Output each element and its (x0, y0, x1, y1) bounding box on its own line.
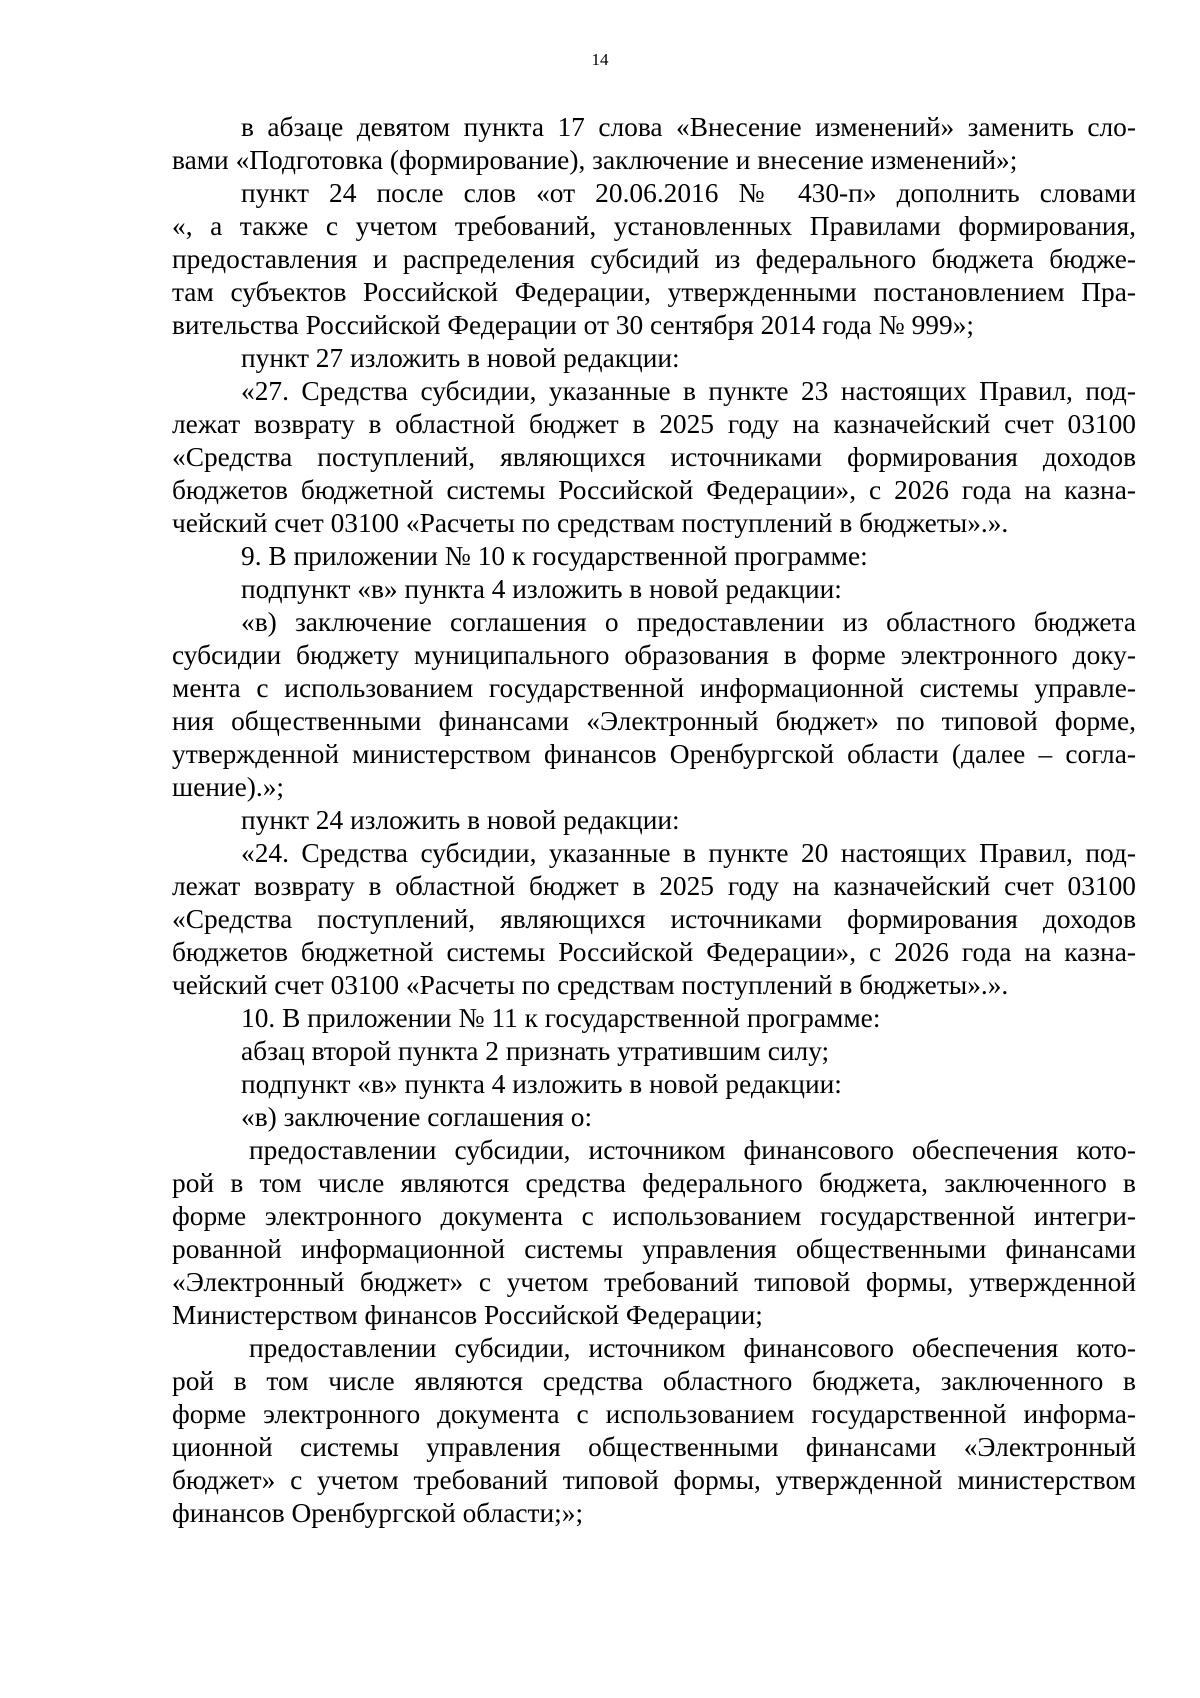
text-line: предоставлении субсидии, источником финансового обеспечения кото- (249, 1333, 1136, 1363)
text-line: «, а также с учетом требований, установленных Правилами формирования, (172, 211, 1136, 241)
text-line: «Электронный бюджет» с учетом требований типовой формы, утвержденной (172, 1267, 1136, 1297)
text-line: предоставления и распределения субсидий из федерального бюджета бюдже- (172, 244, 1136, 274)
text-line: мента с использованием государственной информационной системы управле- (172, 673, 1136, 703)
text-line: подпункт «в» пункта 4 изложить в новой редакции: (241, 574, 842, 604)
text-line: подпункт «в» пункта 4 изложить в новой редакции: (241, 1069, 842, 1099)
text-line: «24. Средства субсидии, указанные в пункте 20 настоящих Правил, под- (241, 838, 1136, 868)
text-line: чейский счет 03100 «Расчеты по средствам поступлений в бюджеты».». (172, 508, 1009, 538)
text-line: бюджет» с учетом требований типовой формы, утвержденной министерством (172, 1465, 1136, 1495)
text-line: «Средства поступлений, являющихся источниками формирования доходов (172, 442, 1136, 472)
text-line: бюджетов бюджетной системы Российской Федерации», с 2026 года на казна- (172, 937, 1136, 967)
text-line: «Средства поступлений, являющихся источниками формирования доходов (172, 904, 1136, 934)
text-line: 9. В приложении № 10 к государственной программе: (241, 541, 868, 571)
text-line: форме электронного документа с использованием государственной интегри- (172, 1201, 1136, 1231)
text-line: пункт 24 после слов «от 20.06.2016 № 430-п» дополнить словами (241, 178, 1136, 208)
text-line: в абзаце девятом пункта 17 слова «Внесение изменений» заменить сло- (241, 112, 1136, 142)
text-line: ционной системы управления общественными финансами «Электронный (172, 1432, 1136, 1462)
text-line: рованной информационной системы управления общественными финансами (172, 1234, 1136, 1264)
text-line: шение).»; (172, 772, 284, 802)
text-line: финансов Оренбургской области;»; (172, 1498, 584, 1528)
text-line: предоставлении субсидии, источником финансового обеспечения кото- (249, 1135, 1136, 1165)
text-line: «27. Средства субсидии, указанные в пункте 23 настоящих Правил, под- (241, 376, 1136, 406)
text-line: пункт 24 изложить в новой редакции: (241, 805, 680, 835)
page-number: 14 (591, 50, 609, 69)
text-line: ния общественными финансами «Электронный бюджет» по типовой форме, (172, 706, 1136, 736)
text-line: утвержденной министерством финансов Оренбургской области (далее – согла- (172, 739, 1136, 769)
text-line: абзац второй пункта 2 признать утратившим силу; (241, 1036, 830, 1066)
text-line: Министерством финансов Российской Федерации; (172, 1300, 763, 1330)
text-line: субсидии бюджету муниципального образования в форме электронного доку- (172, 640, 1136, 670)
text-line: пункт 27 изложить в новой редакции: (241, 343, 680, 373)
text-line: лежат возврату в областной бюджет в 2025 году на казначейский счет 03100 (172, 409, 1136, 439)
text-line: рой в том числе являются средства федерального бюджета, заключенного в (172, 1168, 1136, 1198)
text-line: «в) заключение соглашения о: (241, 1102, 593, 1132)
text-line: там субъектов Российской Федерации, утвержденными постановлением Пра- (172, 277, 1136, 307)
text-line: 10. В приложении № 11 к государственной программе: (241, 1003, 881, 1033)
text-line: «в) заключение соглашения о предоставлении из областного бюджета (241, 607, 1136, 637)
text-line: лежат возврату в областной бюджет в 2025 году на казначейский счет 03100 (172, 871, 1136, 901)
text-line: чейский счет 03100 «Расчеты по средствам поступлений в бюджеты».». (172, 970, 1009, 1000)
document-body (172, 111, 1136, 1530)
text-line: форме электронного документа с использованием государственной информа- (172, 1399, 1136, 1429)
text-line: вительства Российской Федерации от 30 сентября 2014 года № 999»; (172, 310, 975, 340)
text-line: бюджетов бюджетной системы Российской Федерации», с 2026 года на казна- (172, 475, 1136, 505)
text-line: рой в том числе являются средства областного бюджета, заключенного в (172, 1366, 1136, 1396)
text-line: вами «Подготовка (формирование), заключение и внесение изменений»; (172, 145, 1018, 175)
